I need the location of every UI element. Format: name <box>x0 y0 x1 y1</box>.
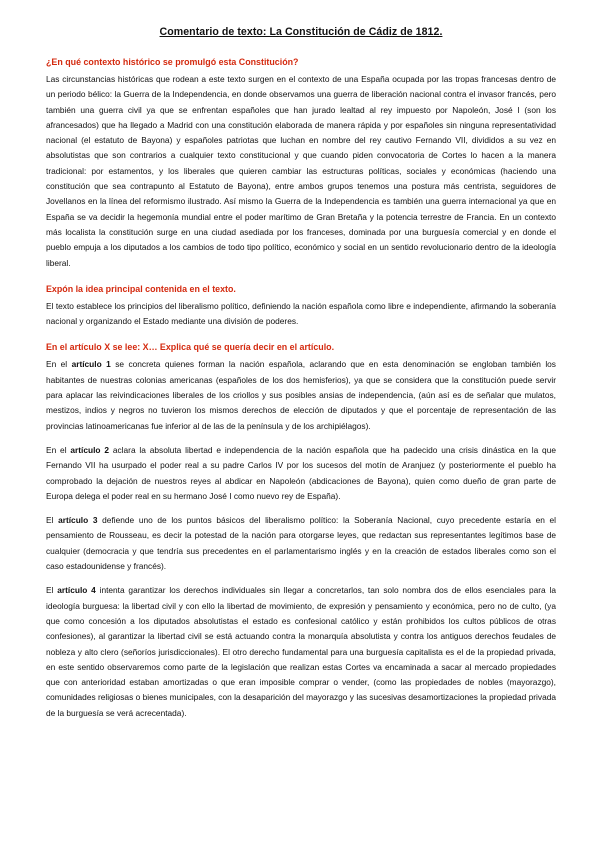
article-2-text: aclara la absoluta libertad e independencia de la nación española que ha padecido una crisis dinástica en la que Fernando VII ha usurpado el poder real a su padre Carlos IV por los sucesos del motín de Aranjuez (y posteriormente el pueblo ha comprobado la dejación de nuestros reyes al abdicar en Napoleón (abdicaciones de Bayona), quien como dueño de gran parte de Europa delega el poder real en su hermano José I como nuevo rey de España). <box>46 444 556 501</box>
article-1-label: artículo 1 <box>71 359 111 370</box>
question-articles: En el artículo X se lee: X… Explica qué se quería decir en el artículo. <box>46 342 335 353</box>
article-4-text: intenta garantizar los derechos individuales sin llegar a concretarlos, tan solo nombra dos de ellos esenciales para la ideología burguesa: la libertad civil y con ello la libertad de movimiento, de expresión y pensamiento y económica, pero no de culto, (ya que como concesión a los diputados absolutistas el estado es confesional católico y están prohibidos los cultos públicos de otras confesiones), al garantizar la libertad civil se está actuando contra la monarquía absolutista y contra los antiguos derechos feudales de nobleza y alto clero (señoríos jurisdiccionales). El otro derecho fundamental para una burguesía capitalista es el de la propiedad privada, en este sentido observaremos como parte de la legislación que realizan estas Cortes va encaminada a sacar al mercado propiedades que con anterioridad estaban amortizadas o que eran imposible comprar o vender, (como las propiedades de nobles (mayorazgo), comunidades religiosas o bienes municipales, con la desaparición del mayorazgo y las sucesivas desamortizaciones la propiedad privada de la burguesía se verá acrecentada). <box>46 585 556 718</box>
article-1-text: se concreta quienes forman la nación española, aclarando que en esta denominación se engloban también los habitantes de nuestras colonias americanas (españoles de los dos hemisferios), ya que se considera que la constitución puede servir para aplacar las reivindicaciones liberales de los criollos y sus posibles ansias de independencia, (aún así es de señalar que mulatos, mestizos, indios y negros no tuvieron los mismos derechos de elección de diputados y que el porcentaje de representación de las provincias latinoamericanas fue inferior al de las de la península y de los archipiélagos). <box>46 359 556 431</box>
section-articles <box>46 340 556 721</box>
paragraph-article-3 <box>46 513 556 574</box>
article-1-pre: En el <box>46 359 72 370</box>
article-3-label: artículo 3 <box>58 515 98 526</box>
paragraph-article-4 <box>46 583 556 721</box>
article-4-label: artículo 4 <box>57 585 96 596</box>
article-3-pre: El <box>46 515 59 526</box>
article-2-pre: En el <box>46 444 71 455</box>
paragraph-main-idea: El texto establece los principios del liberalismo político, definiendo la nación española como libre e independiente, afirmando la soberanía nacional y organizando el Estado mediante una división de poderes. <box>46 300 556 327</box>
section-context <box>46 55 556 271</box>
document-title: Comentario de texto: La Constitución de Cádiz de 1812. <box>159 26 443 38</box>
article-3-text: defiende uno de los puntos básicos del liberalismo político: la Soberanía Nacional, cuyo precedente estaría en el pensamiento de Rousseau, es decir la potestad de la nación para otorgarse leyes, que redactan sus representantes legítimos base de cualquier (democracia y que tendría sus precedentes en el parlamentarismo inglés y en la creación de estados liberales como son el caso estadounidense y francés). <box>46 515 556 572</box>
paragraph-context: Las circunstancias históricas que rodean a este texto surgen en el contexto de una España ocupada por las tropas francesas dentro de un periodo bélico: la Guerra de la Independencia, en donde observamos una guerra de liberación nacional contra el invasor francés, pero también una guerra civil ya que se enfrentan españoles que han jurado lealtad al rey impuesto por Napoleón, José I (son los afrancesados) que ha llegado a Madrid con una constitución elaborada de manera rápida y por españoles sin ninguna representatividad nacional (el estatuto de Bayona) y españoles patriotas que luchan en nombre del rey cautivo Fernando VII, divididos a su vez en absolutistas que son contrarios a cualquier texto constitucional y que cuando piden convocatoria de Cortes lo hacen a la manera tradicional: por estamentos, y los liberales que quieren cambiar las estructuras políticas, sociales y económicas (haciendo una constitución que sea contrapunto al Estatuto de Bayona), entre ambos grupos tenemos una postura más centrista, seguidores de Jovellanos en la línea del reformismo ilustrado. Así mismo la Guerra de la Independencia es también una guerra internacional ya que en España se va decidir la hegemonía mundial entre el poder marítimo de Gran Bretaña y la potencia terrestre de Francia. En un contexto más localista la constitución surge en una ciudad asediada por los franceses, dominada por una burguesía comercial y en donde el pueblo empuja a los diputados a los cambios de todo tipo político, económico y social en un sentido revolucionario dentro de la ideología liberal. <box>46 74 556 268</box>
section-main-idea <box>46 282 556 330</box>
paragraph-article-2 <box>46 443 556 504</box>
article-4-pre: El <box>46 585 58 596</box>
question-main-idea: Expón la idea principal contenida en el texto. <box>46 283 236 294</box>
article-2-label: artículo 2 <box>70 444 110 455</box>
question-context: ¿En qué contexto histórico se promulgó esta Constitución? <box>46 57 299 67</box>
paragraph-article-1 <box>46 357 556 433</box>
